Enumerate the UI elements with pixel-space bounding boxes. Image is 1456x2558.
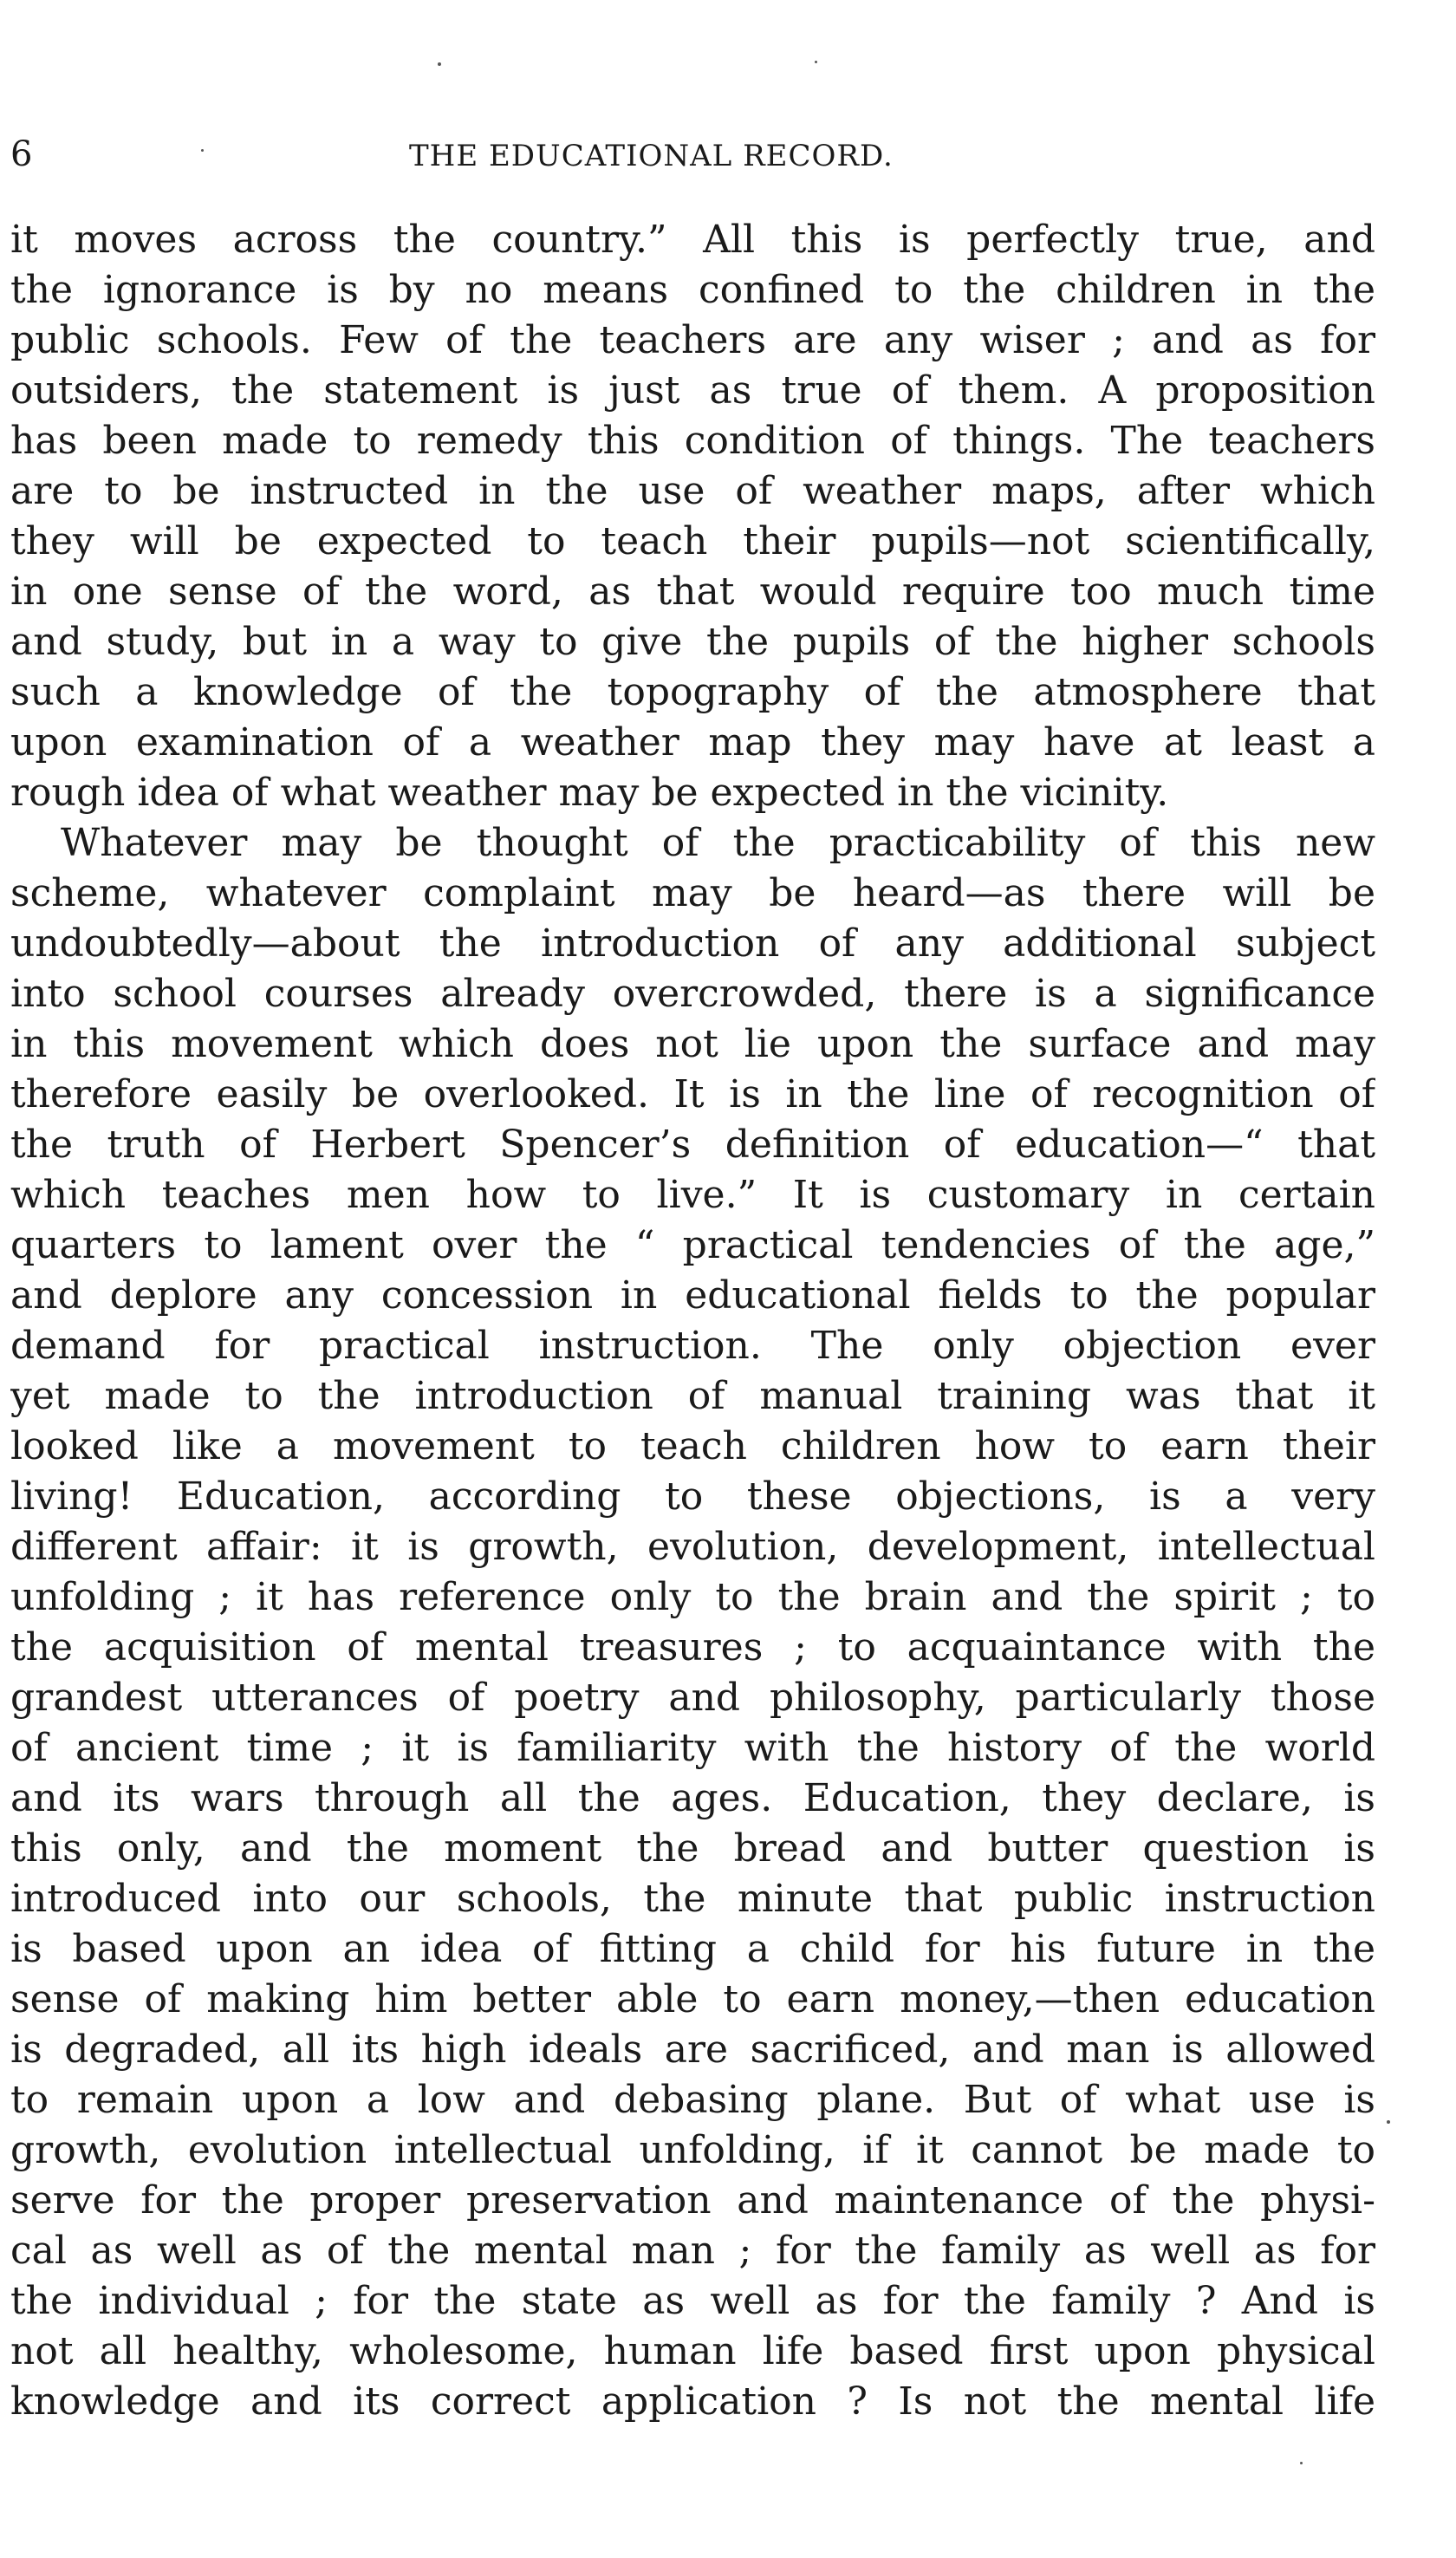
page-header xyxy=(10,128,1362,180)
text-line: into school courses already overcrowded, there is a significance xyxy=(10,972,1375,1016)
text-line: scheme, whatever complaint may be heard—as there will be xyxy=(10,871,1375,915)
text-line: unfolding ; it has reference only to the brain and the spirit ; to xyxy=(10,1575,1375,1619)
text-line: are to be instructed in the use of weather maps, after which xyxy=(10,469,1375,513)
text-line: demand for practical instruction. The only objection ever xyxy=(10,1324,1375,1368)
text-line: it moves across the country.” All this is perfectly true, and xyxy=(10,218,1375,262)
running-head: THE EDUCATIONAL RECORD. xyxy=(409,139,894,173)
text-line: the ignorance is by no means confined to the children in the xyxy=(10,268,1375,312)
text-line: introduced into our schools, the minute that public instruction xyxy=(10,1877,1375,1921)
scan-speck xyxy=(1387,2120,1390,2124)
text-line: is degraded, all its high ideals are sacrificed, and man is allowed xyxy=(10,2028,1375,2072)
body-text xyxy=(10,215,1375,2427)
text-line: different affair: it is growth, evolution, development, intellectual xyxy=(10,1525,1375,1569)
text-line: and deplore any concession in educational fields to the popular xyxy=(10,1273,1375,1318)
text-line: yet made to the introduction of manual training was that it xyxy=(10,1374,1375,1418)
text-line: growth, evolution intellectual unfolding, if it cannot be made to xyxy=(10,2128,1375,2172)
text-line: looked like a movement to teach children how to earn their xyxy=(10,1424,1375,1468)
text-line: has been made to remedy this condition of things. The teachers xyxy=(10,419,1375,463)
paragraph xyxy=(10,215,1375,818)
text-line: and study, but in a way to give the pupils of the higher schools xyxy=(10,620,1375,664)
text-line: they will be expected to teach their pupils—not scientifically, xyxy=(10,519,1375,563)
text-line: knowledge and its correct application ? Is not the mental life xyxy=(10,2379,1375,2424)
text-line: the individual ; for the state as well as for the family ? And is xyxy=(10,2279,1375,2323)
text-line: such a knowledge of the topography of the atmosphere that xyxy=(10,670,1375,714)
text-line: living! Education, according to these objections, is a very xyxy=(10,1474,1375,1519)
text-line: undoubtedly—about the introduction of any additional subject xyxy=(10,921,1375,966)
text-line: to remain upon a low and debasing plane. But of what use is xyxy=(10,2078,1375,2122)
text-line: sense of making him better able to earn money,—then education xyxy=(10,1977,1375,2021)
text-line: is based upon an idea of fitting a child for his future in the xyxy=(10,1927,1375,1971)
text-line: cal as well as of the mental man ; for the family as well as for xyxy=(10,2229,1375,2273)
text-line: upon examination of a weather map they may have at least a xyxy=(10,720,1375,765)
text-line: not all healthy, wholesome, human life based first upon physical xyxy=(10,2329,1375,2373)
text-line: in one sense of the word, as that would require too much time xyxy=(10,570,1375,614)
page-number: 6 xyxy=(10,134,33,174)
text-line: rough idea of what weather may be expected in the vicinity. xyxy=(10,771,1169,815)
text-line: therefore easily be overlooked. It is in the line of recognition of xyxy=(10,1072,1375,1116)
text-line: quarters to lament over the “ practical tendencies of the age,” xyxy=(10,1223,1375,1267)
text-line: the acquisition of mental treasures ; to acquaintance with the xyxy=(10,1625,1375,1670)
paragraph xyxy=(10,818,1375,2427)
text-line: this only, and the moment the bread and butter question is xyxy=(10,1826,1375,1871)
text-line: Whatever may be thought of the practicability of this new xyxy=(61,821,1375,865)
text-line: outsiders, the statement is just as true of them. A proposition xyxy=(10,368,1375,413)
scan-speck xyxy=(1300,2462,1303,2464)
text-line: in this movement which does not lie upon the surface and may xyxy=(10,1022,1375,1066)
text-line: of ancient time ; it is familiarity with the history of the world xyxy=(10,1726,1375,1770)
scan-speck xyxy=(438,62,441,66)
text-line: and its wars through all the ages. Education, they declare, is xyxy=(10,1776,1375,1820)
text-line: the truth of Herbert Spencer’s definition of education—“ that xyxy=(10,1123,1375,1167)
text-line: which teaches men how to live.” It is customary in certain xyxy=(10,1173,1375,1217)
text-line: serve for the proper preservation and maintenance of the physi- xyxy=(10,2178,1375,2223)
text-line: grandest utterances of poetry and philosophy, particularly those xyxy=(10,1676,1375,1720)
text-line: public schools. Few of the teachers are any wiser ; and as for xyxy=(10,318,1375,362)
scan-speck xyxy=(815,61,817,63)
